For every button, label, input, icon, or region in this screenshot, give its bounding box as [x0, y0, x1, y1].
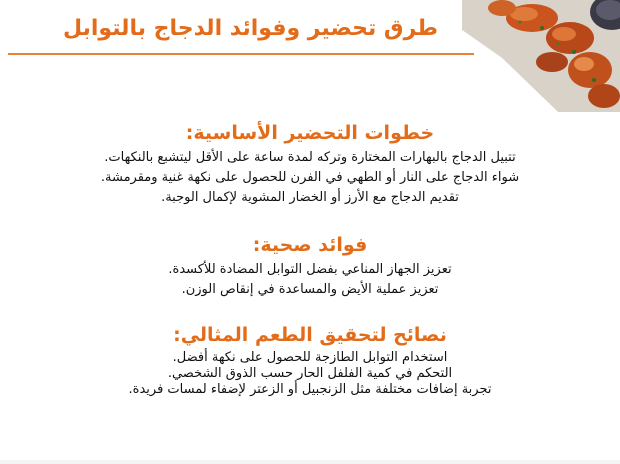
- list-item: تعزيز الجهاز المناعي بفضل التوابل المضادة للأكسدة.: [168, 262, 452, 277]
- section-preparation-steps: [40, 118, 580, 208]
- list-item: تعزيز عملية الأيض والمساعدة في إنقاص الوزن.: [181, 282, 439, 297]
- list-item: استخدام التوابل الطازجة للحصول على نكهة أفضل.: [172, 350, 448, 365]
- list-item: شواء الدجاج على النار أو الطهي في الفرن للحصول على نكهة غنية ومقرمشة.: [100, 170, 520, 185]
- item-list: [40, 350, 580, 398]
- list-item: تتبيل الدجاج بالبهارات المختارة وتركه لمدة ساعة على الأقل ليتشبع بالنكهات.: [104, 150, 516, 165]
- page-title: طرق تحضير وفوائد الدجاج بالتوابل: [62, 16, 438, 41]
- section-health-benefits: [40, 230, 580, 300]
- item-list: [40, 148, 580, 208]
- spiced-chicken-photo: [462, 0, 620, 112]
- list-item: التحكم في كمية الفلفل الحار حسب الذوق الشخصي.: [167, 366, 453, 381]
- section-heading: فوائد صحية:: [252, 234, 368, 256]
- section-heading: نصائح لتحقيق الطعم المثالي:: [173, 324, 447, 346]
- list-item: تجربة إضافات مختلفة مثل الزنجبيل أو الزعتر لإضفاء لمسات فريدة.: [128, 382, 492, 397]
- bottom-edge: [0, 460, 620, 464]
- section-heading: خطوات التحضير الأساسية:: [185, 122, 435, 144]
- list-item: تقديم الدجاج مع الأرز أو الخضار المشوية لإكمال الوجبة.: [161, 190, 459, 205]
- item-list: [40, 260, 580, 300]
- section-taste-tips: [40, 320, 580, 398]
- title-divider: [8, 53, 474, 55]
